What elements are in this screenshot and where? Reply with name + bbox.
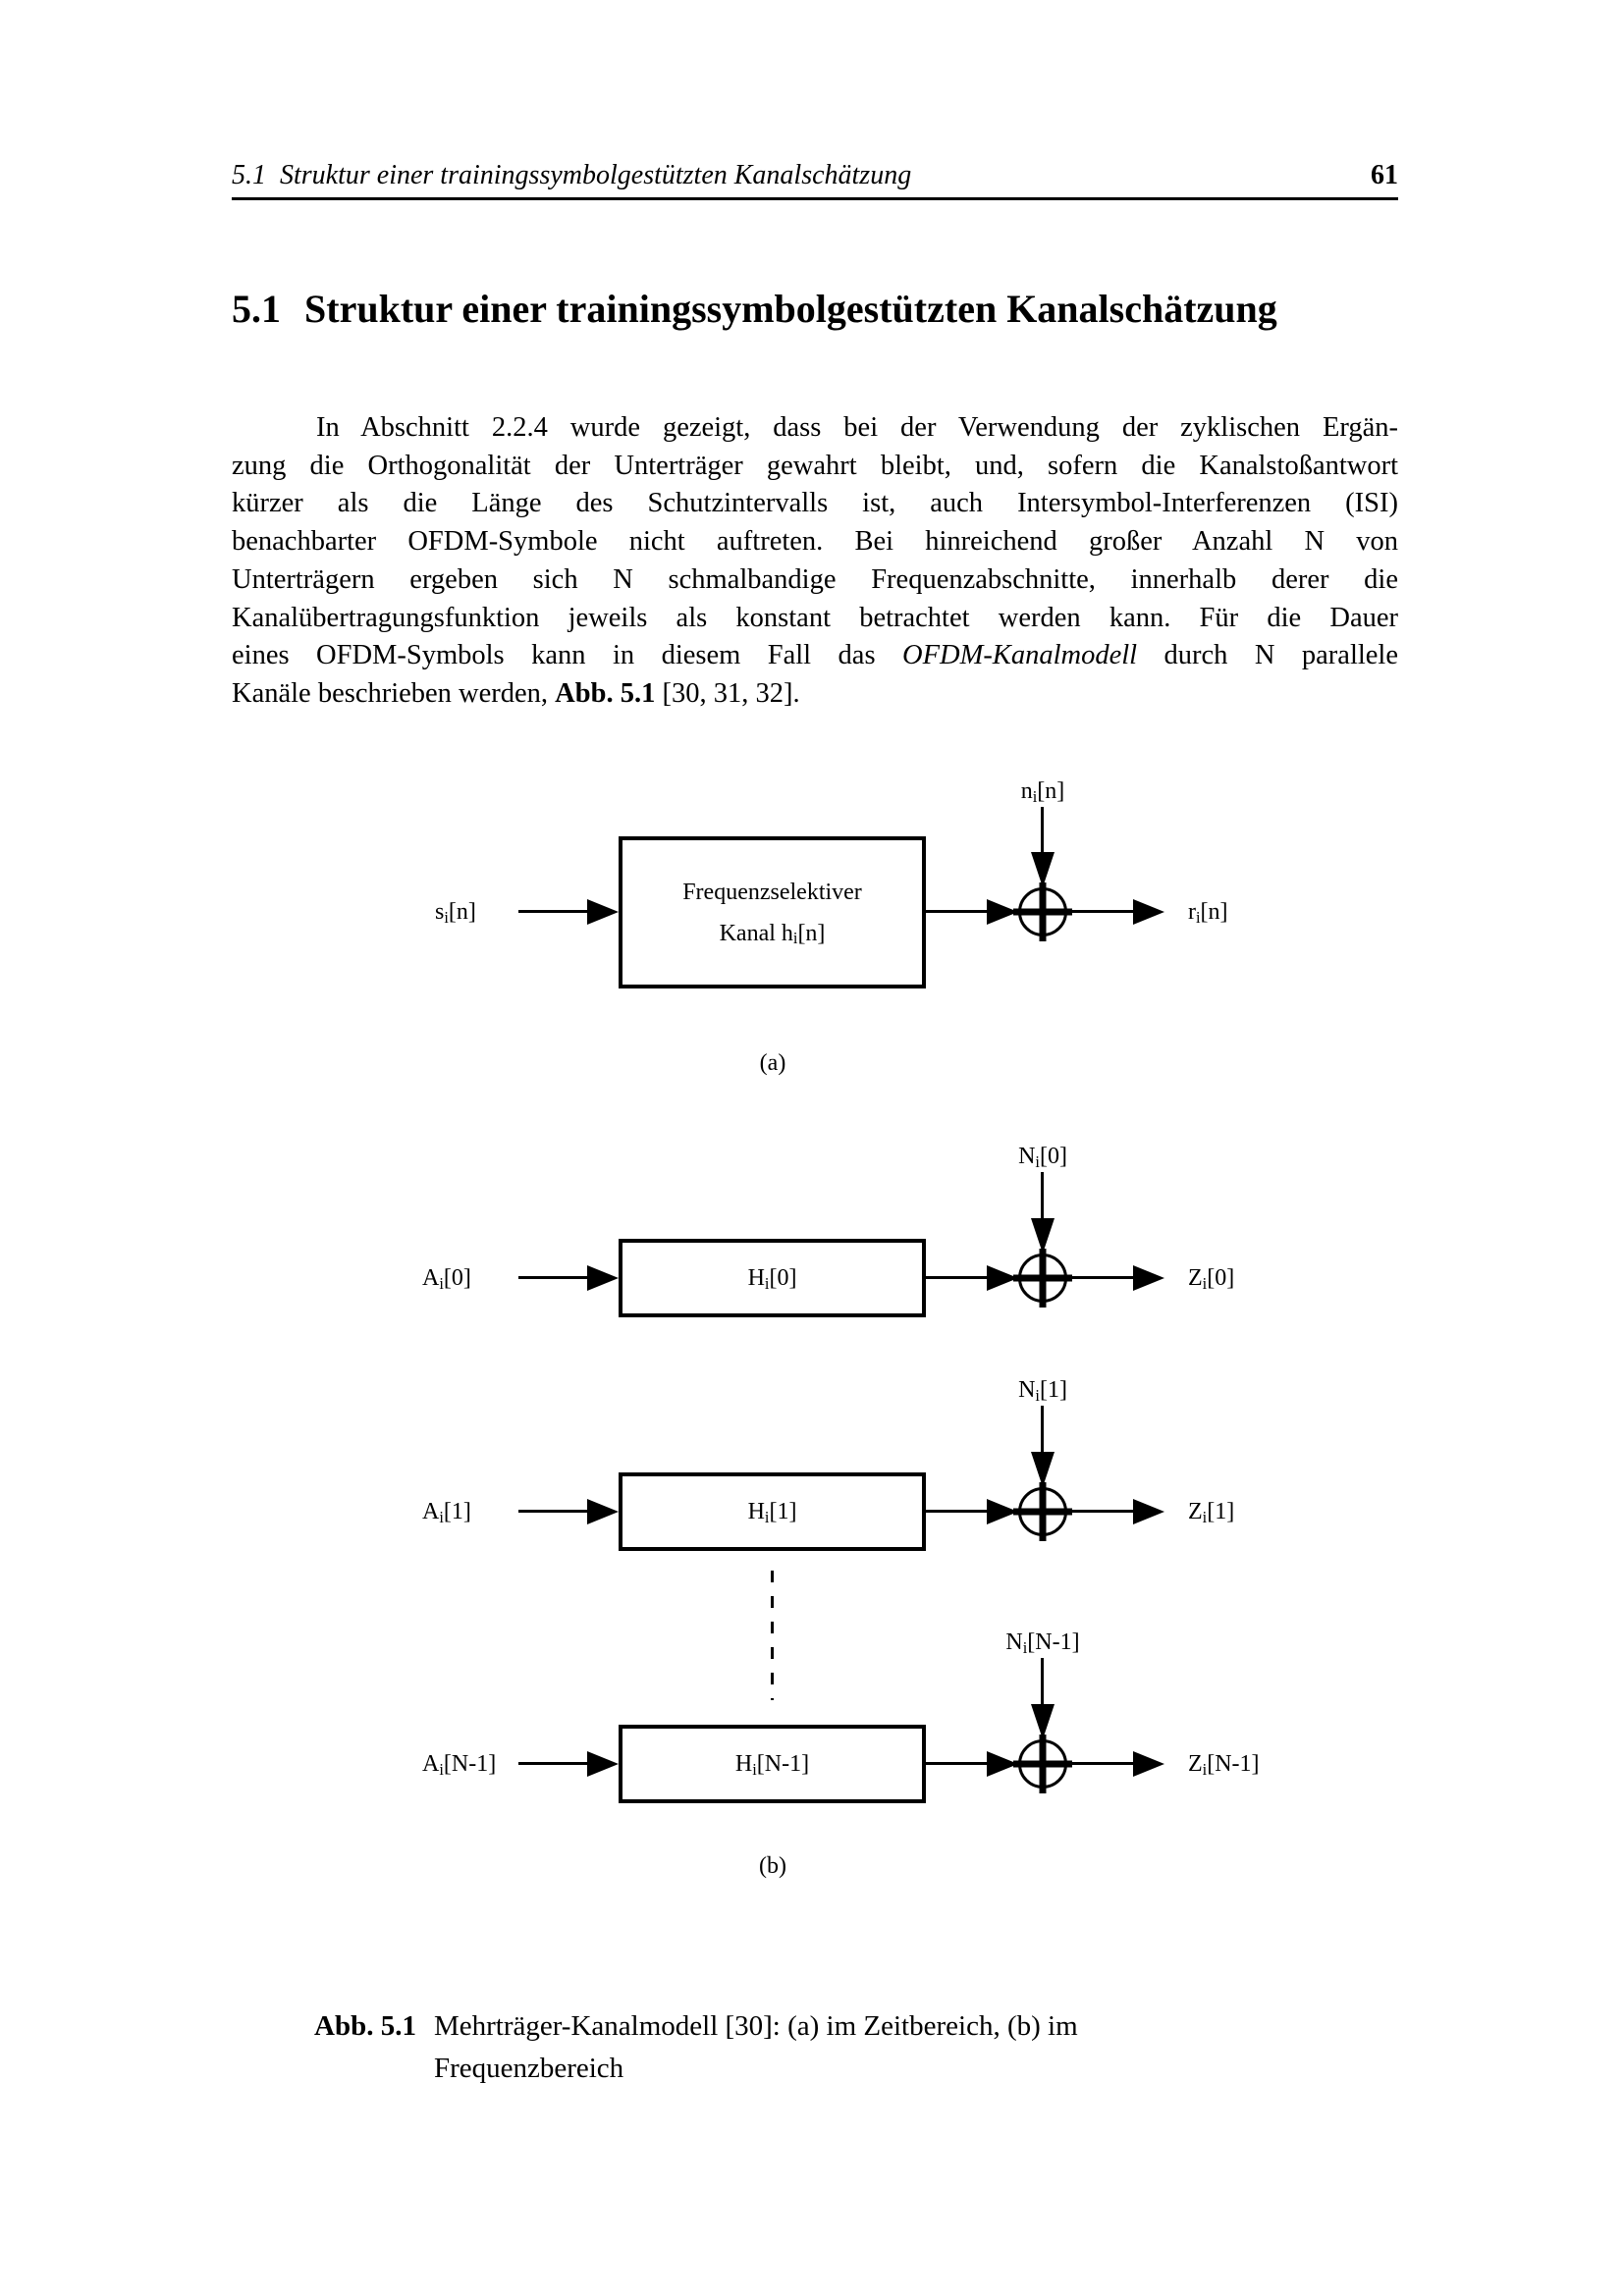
figure-caption-label: Abb. 5.1	[314, 2010, 416, 2042]
channel-to-adder-line	[926, 910, 989, 913]
subchannel-box	[619, 1472, 926, 1551]
noise-line	[1041, 807, 1044, 853]
channel-box-label-line2: Kanal $h_i[n]$	[719, 920, 826, 948]
arrowhead-right-icon	[1133, 1499, 1164, 1524]
noise-line	[1041, 1172, 1044, 1218]
noise-line	[1041, 1406, 1044, 1452]
arrowhead-right-icon	[587, 1265, 619, 1291]
output-line	[1070, 1276, 1135, 1279]
subchannel-input-label: $A_i[1]$	[422, 1499, 471, 1526]
arrowhead-right-icon	[587, 899, 619, 925]
subchannel-input-label: $A_i[N-1]$	[422, 1751, 497, 1779]
adder-circle-icon	[1018, 1254, 1067, 1303]
arrowhead-right-icon	[1133, 1751, 1164, 1777]
figure-reference: Abb. 5.1	[555, 677, 656, 709]
subfigure-b-label: (b)	[759, 1853, 786, 1879]
figure-caption	[314, 2005, 1078, 2090]
subchannel-box-label: $H_i[N-1]$	[734, 1751, 810, 1779]
adder-circle-icon	[1018, 887, 1067, 936]
channel-box-label-line1: Frequenzselektiver	[682, 879, 862, 905]
channel-to-adder-line	[926, 1510, 989, 1513]
figure-caption-line2: Frequenzbereich	[433, 2053, 624, 2084]
ellipsis-dashed-line	[771, 1571, 774, 1700]
running-header-section-title: Struktur einer trainingssymbolgestützten Kanalschätzung	[280, 160, 912, 190]
noise-label: $N_i[1]$	[1018, 1377, 1067, 1405]
channel-to-adder-line	[926, 1762, 989, 1765]
paragraph-line: Unterträgern ergeben sich N schmalbandige Frequenzabschnitte, innerhalb derer die	[232, 563, 1398, 595]
channel-to-adder-line	[926, 1276, 989, 1279]
input-line	[518, 1762, 589, 1765]
noise-label: $N_i[0]$	[1018, 1144, 1067, 1171]
subchannel-output-label: $Z_i[0]$	[1188, 1265, 1235, 1293]
paragraph-line: zung die Orthogonalität der Unterträger gewahrt bleibt, und, sofern die Kanalstoßantwort	[232, 450, 1398, 481]
paragraph-line: benachbarter OFDM-Symbole nicht auftreten. Bei hinreichend großer Anzahl N von	[232, 526, 1398, 558]
paragraph-line: Kanalübertragungsfunktion jeweils als konstant betrachtet werden kann. Für die Dauer	[232, 602, 1398, 633]
running-header-section-number: 5.1	[232, 160, 266, 190]
noise-line	[1041, 1658, 1044, 1704]
arrowhead-right-icon	[587, 1499, 619, 1524]
signal-input-label: $s_i[n]$	[435, 899, 476, 927]
signal-output-label: $r_i[n]$	[1188, 899, 1228, 927]
input-line	[518, 1276, 589, 1279]
subchannel-box-label: $H_i[1]$	[747, 1499, 797, 1526]
figure-caption-text	[434, 2005, 1078, 2090]
paragraph-line: eines OFDM-Symbols kann in diesem Fall das OFDM-Kanalmodell durch N parallele	[232, 640, 1398, 671]
arrowhead-right-icon	[1133, 1265, 1164, 1291]
output-line	[1070, 910, 1135, 913]
channel-box	[619, 836, 926, 988]
figure-caption-line1: Mehrträger-Kanalmodell [30]: (a) im Zeitbereich, (b) im	[433, 2010, 1078, 2042]
subchannel-input-label: $A_i[0]$	[422, 1265, 471, 1293]
output-line	[1070, 1762, 1135, 1765]
paragraph-line: In Abschnitt 2.2.4 wurde gezeigt, dass bei der Verwendung der zyklischen Ergän-	[316, 412, 1398, 443]
output-line	[1070, 1510, 1135, 1513]
paragraph-line: Kanäle beschrieben werden, Abb. 5.1 [30, 31, 32].	[232, 677, 800, 709]
arrowhead-right-icon	[587, 1751, 619, 1777]
input-line	[518, 910, 589, 913]
noise-label: $n_i[n]$	[1020, 778, 1065, 806]
noise-label: $N_i[N-1]$	[1005, 1629, 1080, 1657]
emphasized-term: OFDM-Kanalmodell	[902, 640, 1138, 671]
arrowhead-right-icon	[1133, 899, 1164, 925]
subchannel-output-label: $Z_i[N-1]$	[1188, 1751, 1260, 1779]
subchannel-box-label: $H_i[0]$	[747, 1265, 797, 1293]
subchannel-box	[619, 1725, 926, 1803]
subfigure-a-label: (a)	[759, 1050, 786, 1076]
input-line	[518, 1510, 589, 1513]
subchannel-box	[619, 1239, 926, 1317]
page-number: 61	[1371, 160, 1398, 190]
adder-circle-icon	[1018, 1487, 1067, 1536]
section-heading-title: Struktur einer trainingssymbolgestützten Kanalschätzung	[304, 287, 1277, 331]
section-heading-number: 5.1	[232, 287, 281, 331]
adder-circle-icon	[1018, 1739, 1067, 1789]
paragraph-line: kürzer als die Länge des Schutzintervalls ist, auch Intersymbol-Interferenzen (ISI)	[232, 488, 1398, 519]
subchannel-output-label: $Z_i[1]$	[1188, 1499, 1235, 1526]
